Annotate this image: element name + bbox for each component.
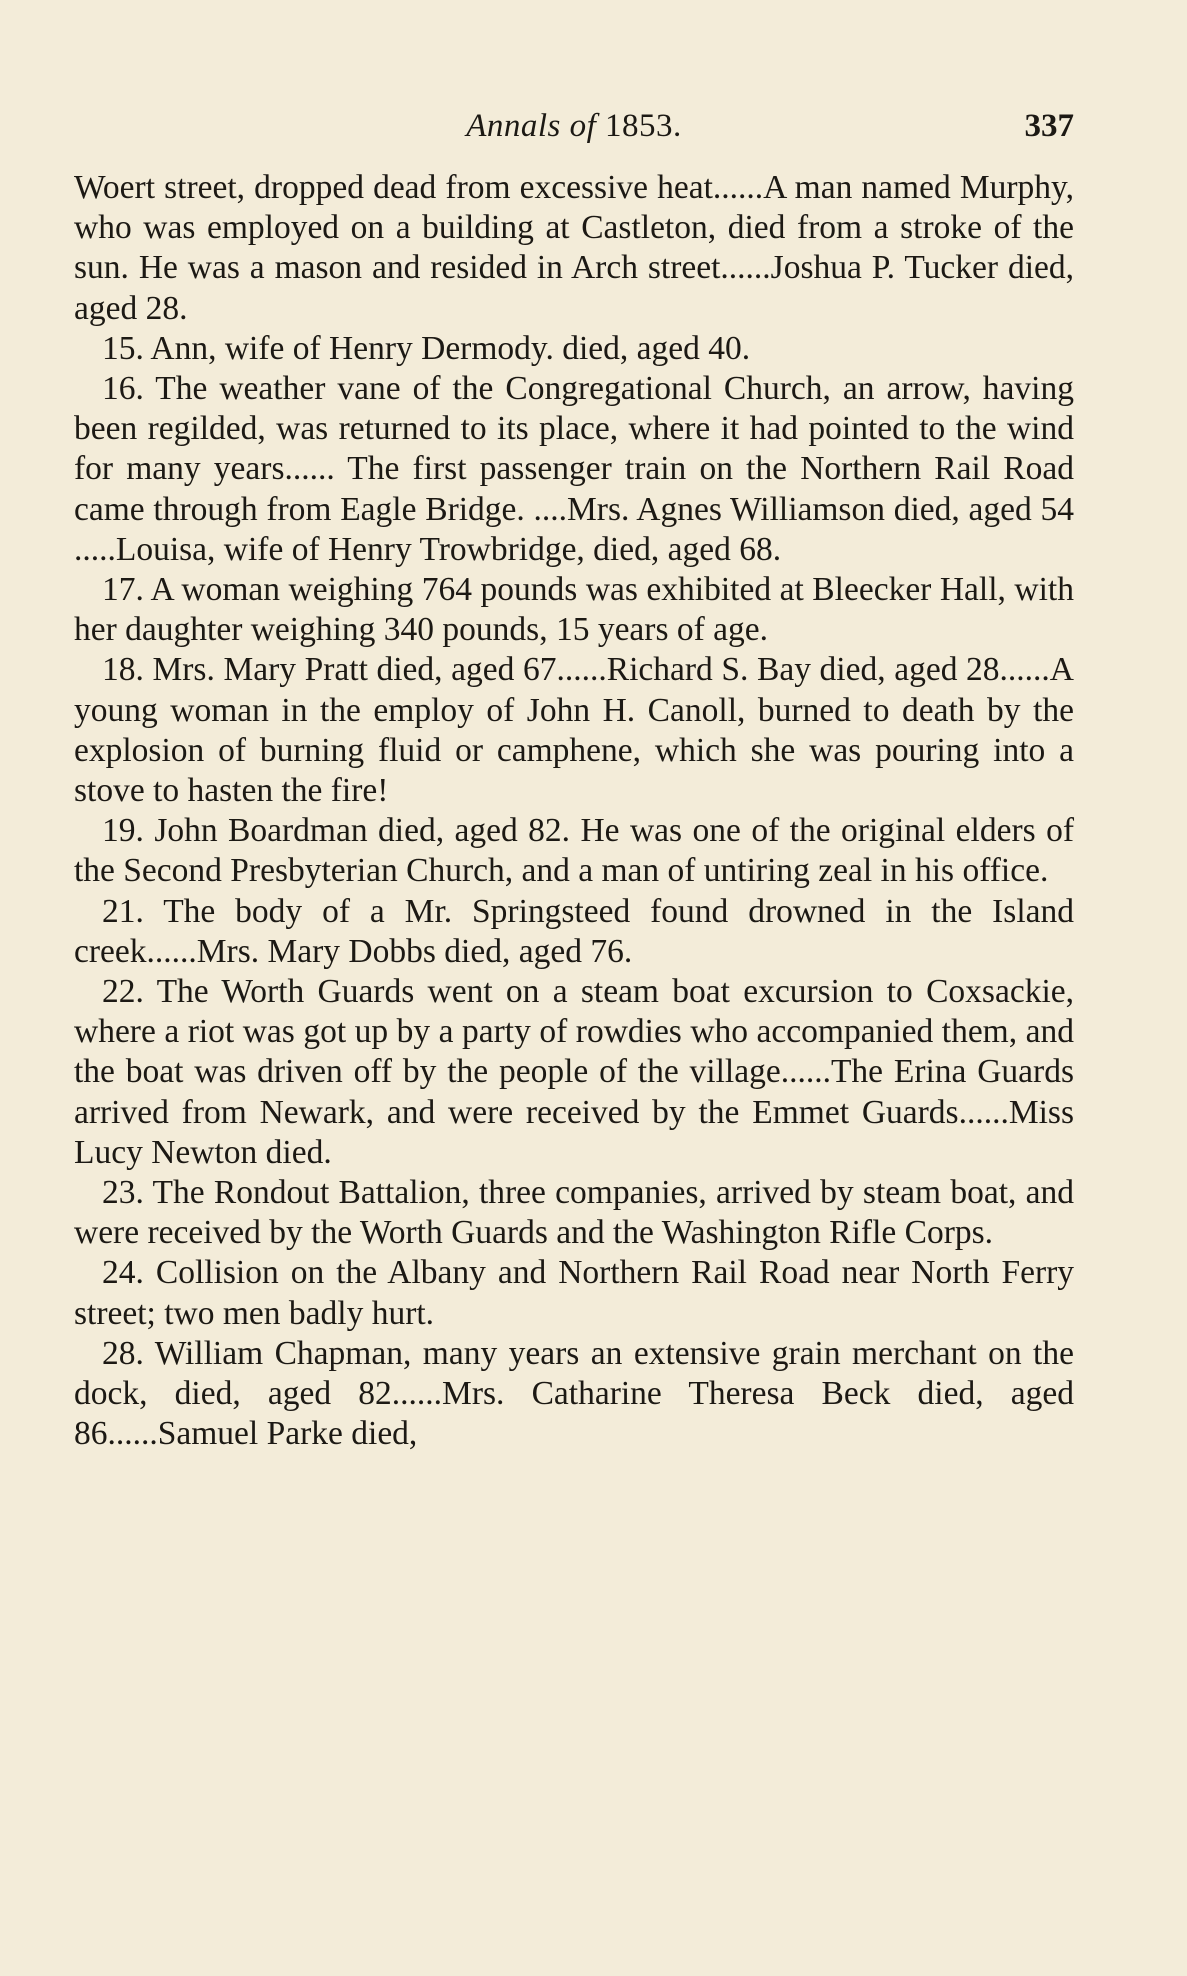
running-head-title: [74, 108, 1074, 145]
page-number: 337: [1024, 108, 1074, 144]
page-body: [74, 168, 1074, 1455]
entry-text: John Boardman died, aged 82. He was one of the original elders of the Second Presbyterian Church, and a man of untiring zeal in his office.: [74, 812, 1074, 890]
entry-date: 23.: [102, 1174, 144, 1212]
running-head-year: 1853.: [605, 108, 682, 144]
day-entry: [74, 570, 1074, 650]
running-head: [74, 108, 1074, 168]
day-entry: [74, 1334, 1074, 1455]
entry-date: 19.: [102, 812, 144, 850]
entry-text: The weather vane of the Congregational Church, an arrow, having been regilded, was returned to its place, where it had pointed to the wind for many years...... The first passenger train on the Northern Rail Road came through from Eagle Bridge. ....Mrs. Agnes Williamson died, aged 54 .....Louisa, wife of Henry Trowbridge, died, aged 68.: [74, 370, 1074, 568]
entry-text: The Rondout Battalion, three companies, arrived by steam boat, and were received by the Worth Guards and the Washington Rifle Corps.: [74, 1174, 1074, 1252]
entry-date: 21.: [102, 892, 144, 930]
entry-date: 16.: [102, 370, 144, 408]
day-entry: [74, 1173, 1074, 1253]
day-entry: [74, 811, 1074, 891]
running-head-title-prefix: Annals of: [466, 108, 597, 144]
entry-date: 18.: [102, 651, 144, 689]
entry-date: 17.: [102, 571, 144, 609]
entry-text: Collision on the Albany and Northern Rail Road near North Ferry street; two men badly hurt.: [74, 1254, 1075, 1332]
day-entry: [74, 892, 1074, 972]
entry-text: Mrs. Mary Pratt died, aged 67......Richard S. Bay died, aged 28......A young woman in the employ of John H. Canoll, burned to death by the explosion of burning fluid or camphene, which she was pouring into a stove to hasten the fire!: [74, 651, 1074, 810]
entry-text: The Worth Guards went on a steam boat excursion to Coxsackie, where a riot was got up by a party of rowdies who accompanied them, and the boat was driven off by the people of the village......The Erina Guards arrived from Newark, and were received by the Emmet Guards......Miss Lucy Newton died.: [74, 973, 1074, 1171]
entry-text: A woman weighing 764 pounds was exhibited at Bleecker Hall, with her daughter weighing 340 pounds, 15 years of age.: [74, 571, 1074, 649]
entry-text: Ann, wife of Henry Dermody. died, aged 40.: [150, 329, 751, 367]
continued-paragraph: [74, 168, 1074, 329]
entry-text: The body of a Mr. Springsteed found drowned in the Island creek......Mrs. Mary Dobbs died, aged 76.: [74, 892, 1074, 970]
entry-text: William Chapman, many years an extensive grain merchant on the dock, died, aged 82......Mrs. Catharine Theresa Beck died, aged 86......Samuel Parke died,: [74, 1334, 1074, 1453]
entry-date: 15.: [102, 329, 144, 367]
paragraph-text: Woert street, dropped dead from excessive heat......A man named Murphy, who was employed on a building at Castleton, died from a stroke of the sun. He was a mason and resided in Arch street......Joshua P. Tucker died, aged 28.: [74, 169, 1074, 327]
day-entry: [74, 972, 1074, 1173]
entry-date: 28.: [102, 1334, 144, 1372]
entry-date: 24.: [102, 1254, 144, 1292]
book-page: [74, 108, 1074, 1455]
day-entry: [74, 650, 1074, 811]
entry-date: 22.: [102, 973, 144, 1011]
day-entry: [74, 329, 1074, 369]
day-entry: [74, 1253, 1074, 1333]
day-entry: [74, 369, 1074, 570]
